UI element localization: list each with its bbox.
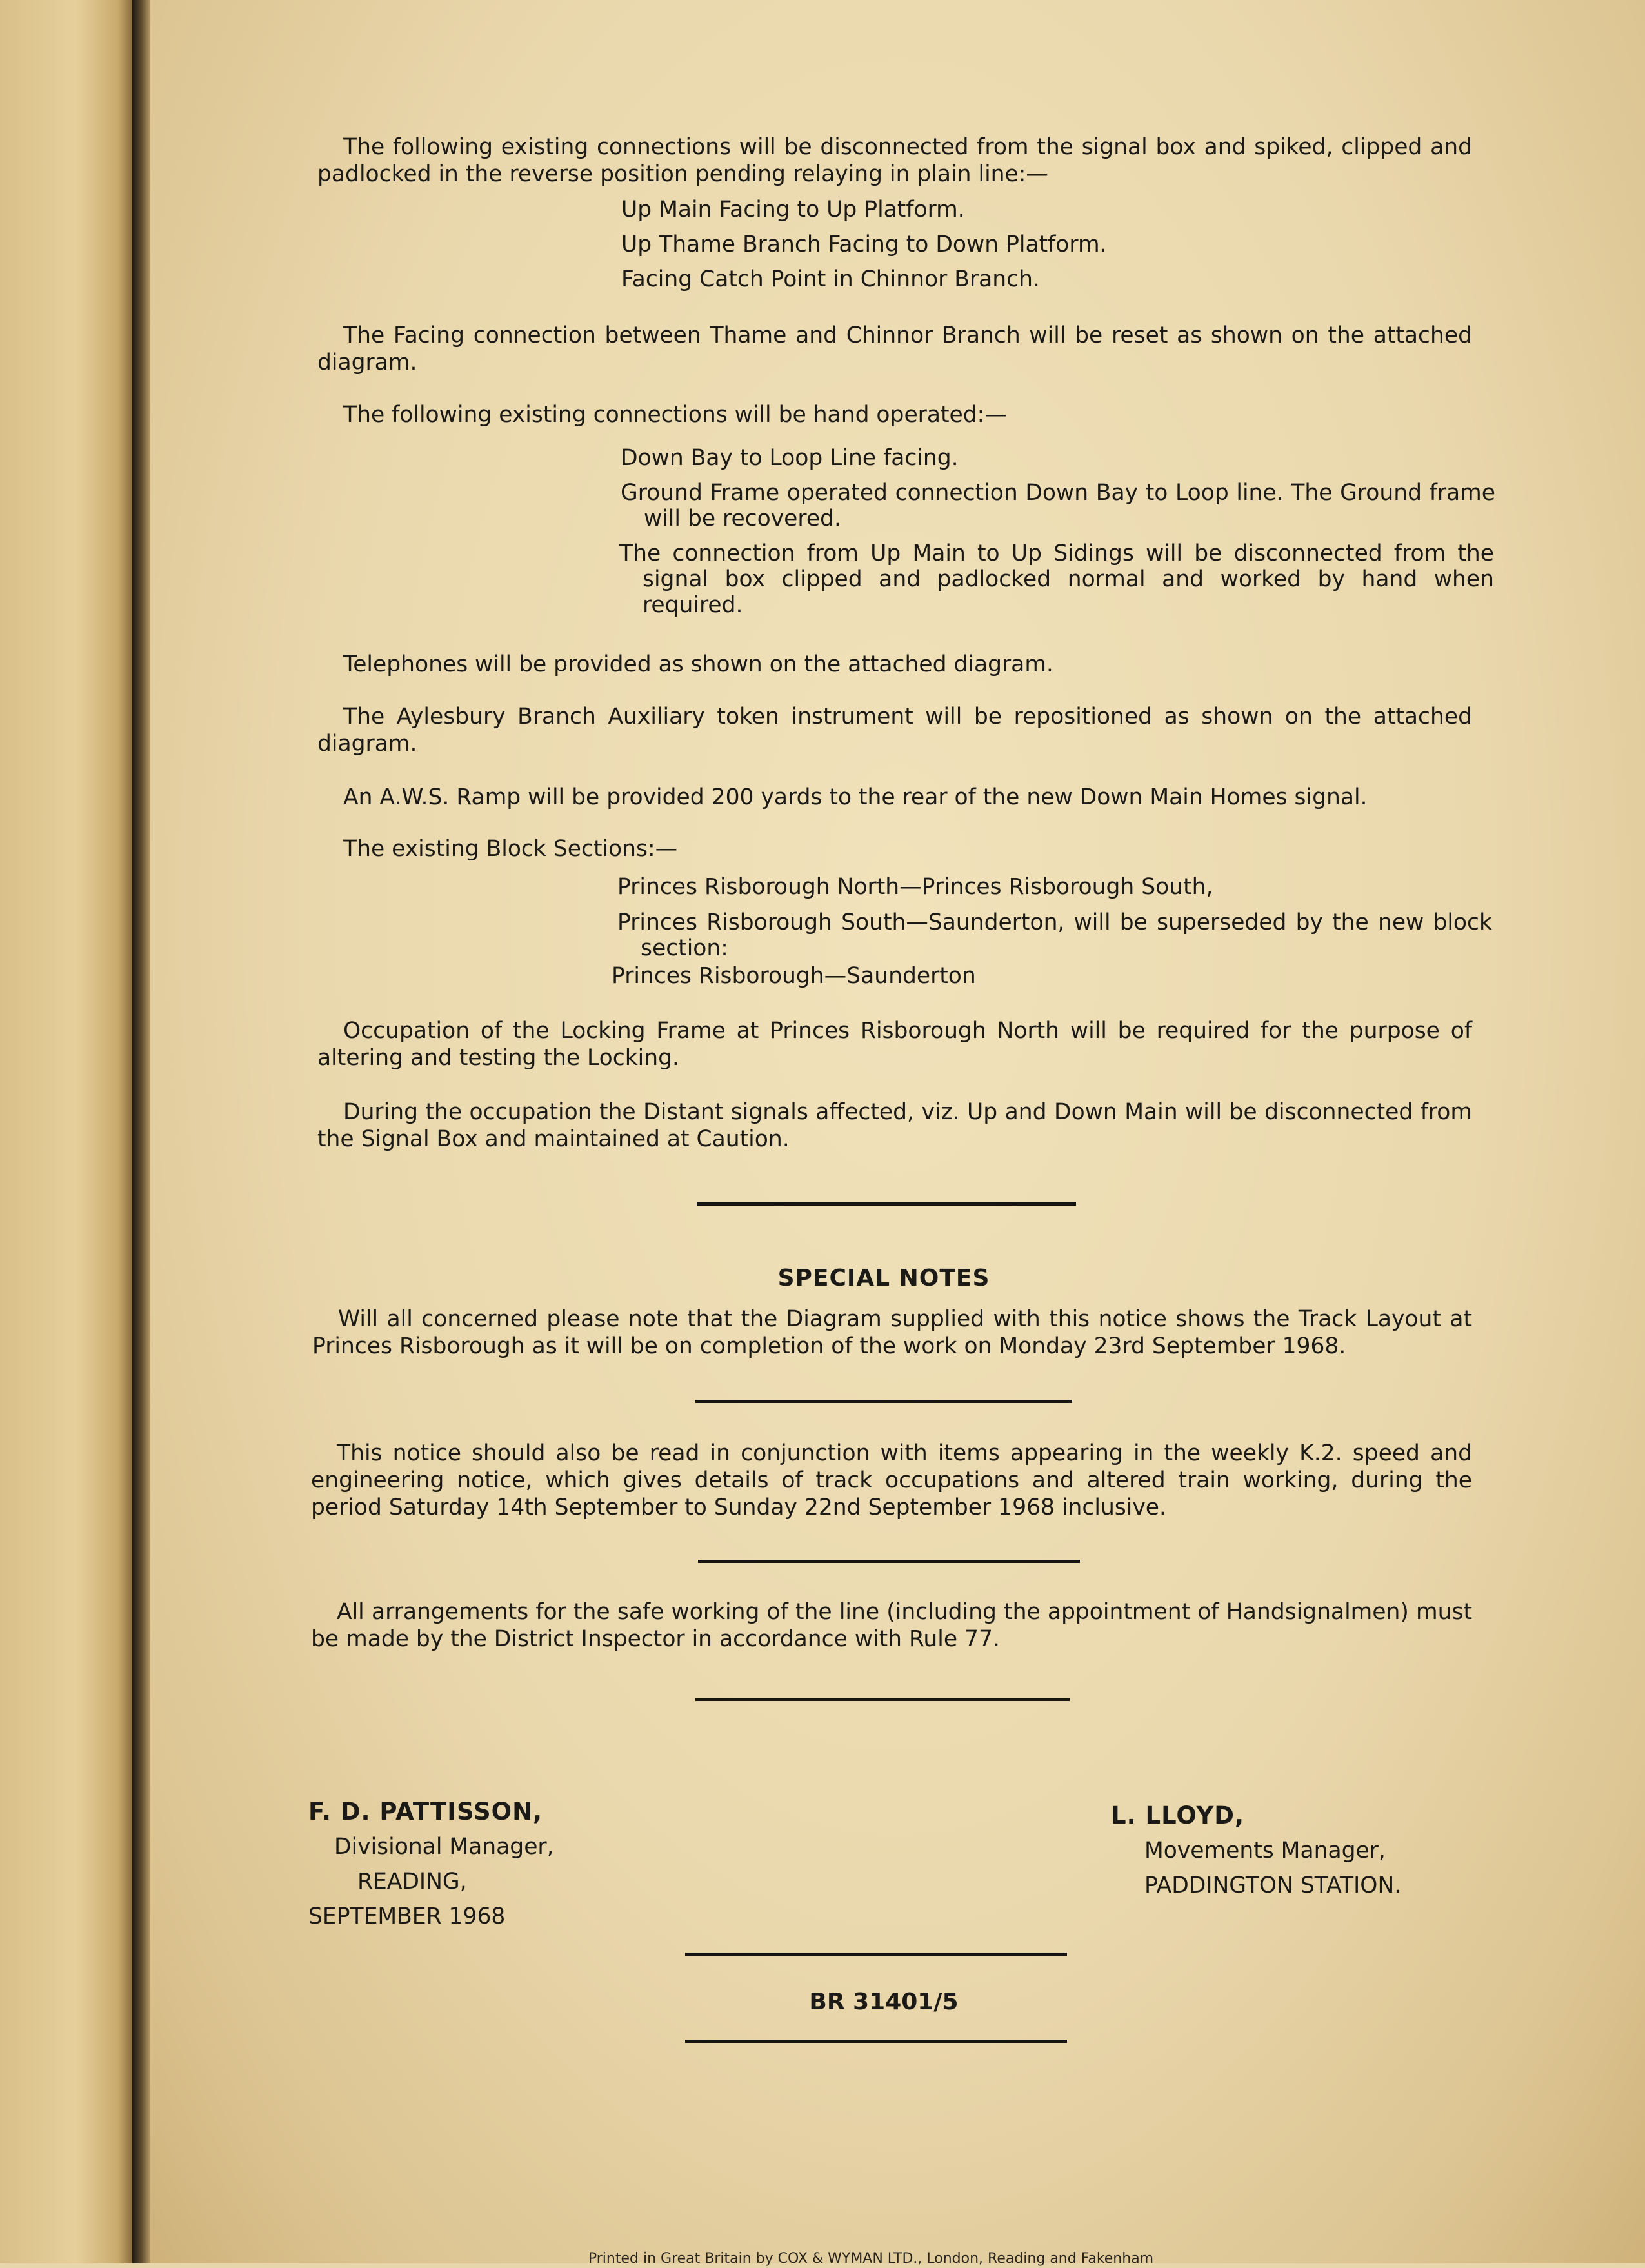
- signatory-title: Movements Manager,: [1144, 1838, 1386, 1864]
- list-item: Princes Risborough—Saunderton: [612, 963, 976, 989]
- notice-date: SEPTEMBER 1968: [308, 1904, 506, 1929]
- paragraph-disconnected-connections: The following existing connections will be disconnected from the signal box and spiked, clipped and padlocked in the reverse position pending relaying in plain line:—: [317, 134, 1472, 187]
- printer-imprint: Printed in Great Britain by COX & WYMAN LTD., London, Reading and Fakenham: [588, 2251, 1154, 2267]
- divider-rule: [695, 1698, 1070, 1701]
- signatory-place: PADDINGTON STATION.: [1144, 1873, 1402, 1898]
- binding-gutter: [132, 0, 150, 2263]
- paragraph-aws-ramp: An A.W.S. Ramp will be provided 200 yards to the rear of the new Down Main Homes signal.: [343, 784, 1368, 810]
- divider-rule: [685, 2040, 1067, 2043]
- list-item: Up Thame Branch Facing to Down Platform.: [621, 232, 1107, 257]
- paragraph-block-sections: The existing Block Sections:—: [343, 836, 678, 862]
- list-item: Princes Risborough South—Saunderton, will be superseded by the new block section:: [617, 910, 1492, 961]
- paragraph-hand-operated: The following existing connections will be hand operated:—: [343, 402, 1007, 428]
- signatory-place: READING,: [357, 1869, 467, 1895]
- list-item: Ground Frame operated connection Down Bay to Loop line. The Ground frame will be recovered.: [621, 480, 1495, 532]
- paragraph-telephones: Telephones will be provided as shown on the attached diagram.: [343, 652, 1053, 677]
- special-notes-heading: SPECIAL NOTES: [777, 1265, 990, 1291]
- paragraph-token-instrument: The Aylesbury Branch Auxiliary token instrument will be repositioned as shown on the attached diagram.: [317, 704, 1472, 757]
- list-item: Princes Risborough North—Princes Risborough South,: [617, 874, 1213, 900]
- special-note-safe-working: All arrangements for the safe working of the line (including the appointment of Handsignalmen) must be made by the District Inspector in accordance with Rule 77.: [311, 1599, 1472, 1652]
- list-item: Facing Catch Point in Chinnor Branch.: [621, 266, 1040, 292]
- binding-edge: [0, 0, 139, 2263]
- divider-rule: [685, 1953, 1067, 1956]
- paragraph-locking-frame: Occupation of the Locking Frame at Princes Risborough North will be required for the purpose of altering and testing the Locking.: [317, 1018, 1472, 1071]
- paragraph-facing-connection: The Facing connection between Thame and Chinnor Branch will be reset as shown on the attached diagram.: [317, 323, 1472, 375]
- signatory-name: L. LLOYD,: [1111, 1802, 1245, 1829]
- signatory-title: Divisional Manager,: [334, 1834, 554, 1860]
- special-note-k2-notice: This notice should also be read in conjunction with items appearing in the weekly K.2. speed and engineering notice, which gives details of track occupations and altered train working, during the period Saturday 14th September to Sunday 22nd September 1968 inclusive.: [311, 1440, 1472, 1520]
- signature-left: [308, 1795, 554, 1934]
- special-note-diagram: Will all concerned please note that the Diagram supplied with this notice shows the Track Layout at Princes Risborough as it will be on completion of the work on Monday 23rd September 1968.: [312, 1306, 1472, 1359]
- divider-rule: [697, 1202, 1076, 1206]
- list-item: Up Main Facing to Up Platform.: [621, 197, 965, 223]
- list-item: Down Bay to Loop Line facing.: [621, 445, 959, 471]
- signatory-name: F. D. PATTISSON,: [308, 1798, 543, 1825]
- document-reference: BR 31401/5: [809, 1989, 959, 2015]
- list-item: The connection from Up Main to Up Sidings will be disconnected from the signal box clipped and padlocked normal and worked by hand when required.: [619, 541, 1494, 618]
- paragraph-distant-signals: During the occupation the Distant signals affected, viz. Up and Down Main will be disconnected from the Signal Box and maintained at Caution.: [317, 1099, 1472, 1152]
- signature-right: [1111, 1798, 1401, 1903]
- divider-rule: [698, 1560, 1080, 1563]
- divider-rule: [695, 1400, 1072, 1403]
